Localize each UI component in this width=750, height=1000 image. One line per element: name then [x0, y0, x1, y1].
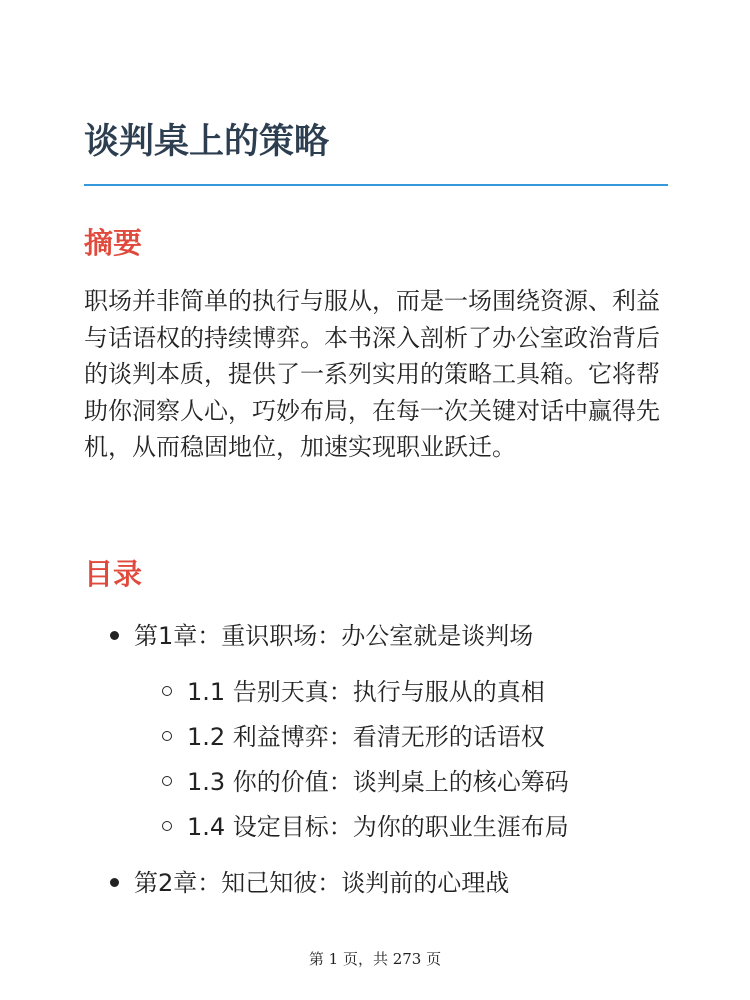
bullet-circle-icon: [162, 821, 172, 831]
bullet-circle-icon: [162, 731, 172, 741]
toc-chapter-label: 第2章：知己知彼：谈判前的心理战: [134, 869, 510, 897]
bullet-dot-icon: [110, 878, 119, 887]
page-footer: 第 1 页，共 273 页: [308, 950, 442, 968]
abstract-paragraph: 职场并非简单的执行与服从，而是一场围绕资源、利益与话语权的持续博弈。本书深入剖析了办公室政治背后的谈判本质，提供了一系列实用的策略工具箱。它将帮助你洞察人心，巧妙布局，在每一次关键对话中赢得先机，从而稳固地位，加速实现职业跃迁。: [84, 287, 660, 462]
bullet-dot-icon: [110, 631, 119, 640]
toc-section-label: 1.1 告别天真：执行与服从的真相: [187, 678, 545, 706]
toc-section-item: [162, 720, 545, 754]
bullet-circle-icon: [162, 776, 172, 786]
toc-chapter-label: 第1章：重识职场：办公室就是谈判场: [134, 622, 534, 650]
toc-heading: 目录: [84, 557, 143, 591]
abstract-heading: 摘要: [84, 226, 143, 260]
bullet-circle-icon: [162, 686, 172, 696]
toc-chapter-item: [110, 619, 533, 653]
document-title: 谈判桌上的策略: [84, 122, 330, 162]
toc-section-label: 1.3 你的价值：谈判桌上的核心筹码: [187, 768, 569, 796]
toc-section-label: 1.4 设定目标：为你的职业生涯布局: [187, 813, 569, 841]
toc-section-label: 1.2 利益博弈：看清无形的话语权: [187, 723, 545, 751]
title-divider: [84, 184, 668, 186]
toc-chapter-item: [110, 866, 509, 900]
toc-section-item: [162, 675, 545, 709]
toc-section-item: [162, 765, 569, 799]
toc-section-item: [162, 810, 569, 844]
